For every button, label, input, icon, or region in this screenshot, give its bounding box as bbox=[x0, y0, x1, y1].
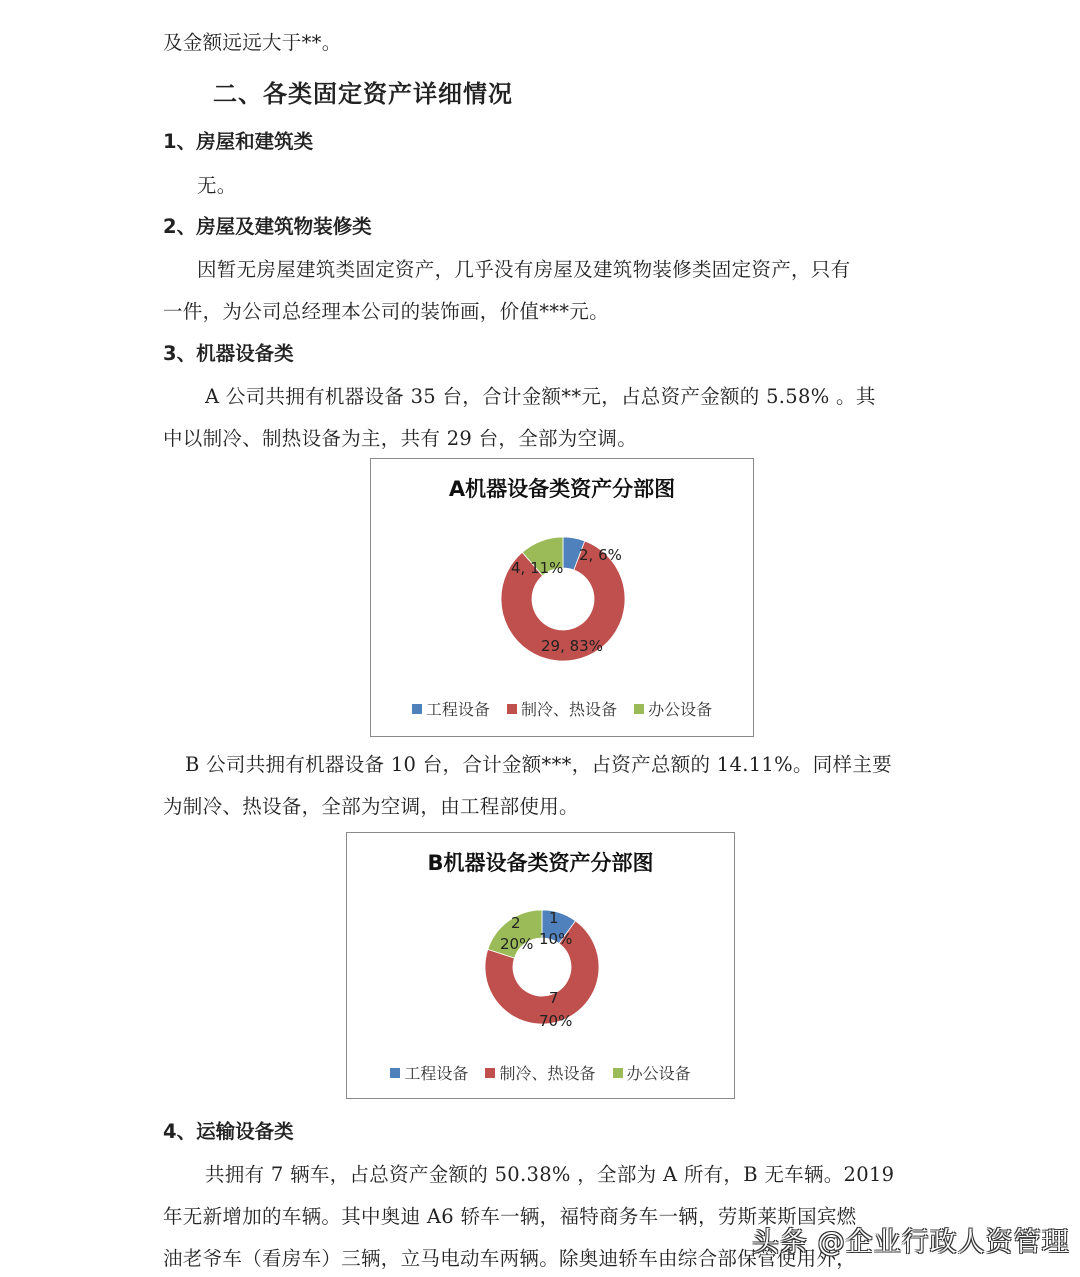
transport-line-1: 共拥有 7 辆车，占总资产金额的 50.38% ，全部为 A 所有，B 无车辆。2019 bbox=[205, 1163, 895, 1186]
chart-b bbox=[346, 832, 735, 1099]
chart-a bbox=[370, 458, 754, 737]
chart-b-label-hvac-count: 7 bbox=[549, 989, 559, 1007]
heading-machinery: 3、机器设备类 bbox=[163, 342, 294, 365]
chart-b-label-eng-count: 1 bbox=[549, 909, 559, 927]
transport-line-2: 年无新增加的车辆。其中奥迪 A6 轿车一辆，福特商务车一辆，劳斯莱斯国宾燃 bbox=[163, 1205, 857, 1228]
legend-item-engineering: 工程设备 bbox=[412, 697, 490, 720]
machinery-a-line-2: 中以制冷、制热设备为主，共有 29 台，全部为空调。 bbox=[163, 427, 638, 450]
red-swatch-icon bbox=[485, 1068, 495, 1078]
machinery-b-line-1: B 公司共拥有机器设备 10 台，合计金额***，占资产总额的 14.11%。同样主要 bbox=[185, 753, 892, 776]
chart-b-label-office-pct: 20% bbox=[500, 935, 534, 953]
chart-a-label-eng: 2, 6% bbox=[579, 546, 622, 564]
machinery-b-line-2: 为制冷、热设备，全部为空调，由工程部使用。 bbox=[163, 795, 579, 818]
chart-a-label-hvac: 29, 83% bbox=[541, 637, 603, 655]
watermark-text: 头条 @企业行政人资管理 bbox=[752, 1227, 1070, 1258]
chart-a-title: A机器设备类资产分部图 bbox=[448, 477, 676, 501]
heading-transport: 4、运输设备类 bbox=[163, 1120, 294, 1143]
chart-b-title: B机器设备类资产分部图 bbox=[427, 851, 654, 875]
decoration-line-1: 因暂无房屋建筑类固定资产，几乎没有房屋及建筑物装修类固定资产，只有 bbox=[197, 258, 851, 281]
transport-line-3: 油老爷车（看房车）三辆，立马电动车两辆。除奥迪轿车由综合部保管使用外， bbox=[163, 1247, 857, 1270]
legend-item-engineering: 工程设备 bbox=[390, 1061, 468, 1084]
decoration-line-2: 一件，为公司总经理本公司的装饰画，价值***元。 bbox=[163, 300, 609, 323]
chart-b-donut bbox=[347, 833, 734, 1098]
chart-a-legend bbox=[371, 697, 753, 720]
blue-swatch-icon bbox=[390, 1068, 400, 1078]
legend-item-hvac: 制冷、热设备 bbox=[507, 697, 617, 720]
blue-swatch-icon bbox=[412, 704, 422, 714]
red-swatch-icon bbox=[507, 704, 517, 714]
heading-buildings: 1、房屋和建筑类 bbox=[163, 130, 314, 153]
legend-item-office: 办公设备 bbox=[613, 1061, 691, 1084]
legend-item-office: 办公设备 bbox=[634, 697, 712, 720]
chart-b-label-hvac-pct: 70% bbox=[539, 1012, 573, 1030]
green-swatch-icon bbox=[613, 1068, 623, 1078]
chart-b-label-office-count: 2 bbox=[511, 914, 521, 932]
chart-b-label-eng-pct: 10% bbox=[539, 930, 573, 948]
heading-decoration: 2、房屋及建筑物装修类 bbox=[163, 215, 372, 238]
chart-a-label-office: 4, 11% bbox=[511, 559, 564, 577]
machinery-a-line-1: A 公司共拥有机器设备 35 台，合计金额**元，占总资产金额的 5.58% 。其 bbox=[205, 385, 876, 408]
chart-a-donut bbox=[371, 459, 753, 736]
buildings-text: 无。 bbox=[197, 174, 237, 197]
chart-b-legend bbox=[347, 1061, 734, 1084]
section-title: 二、各类固定资产详细情况 bbox=[213, 80, 513, 108]
legend-item-hvac: 制冷、热设备 bbox=[485, 1061, 595, 1084]
intro-tail-text: 及金额远远大于**。 bbox=[163, 31, 342, 54]
green-swatch-icon bbox=[634, 704, 644, 714]
